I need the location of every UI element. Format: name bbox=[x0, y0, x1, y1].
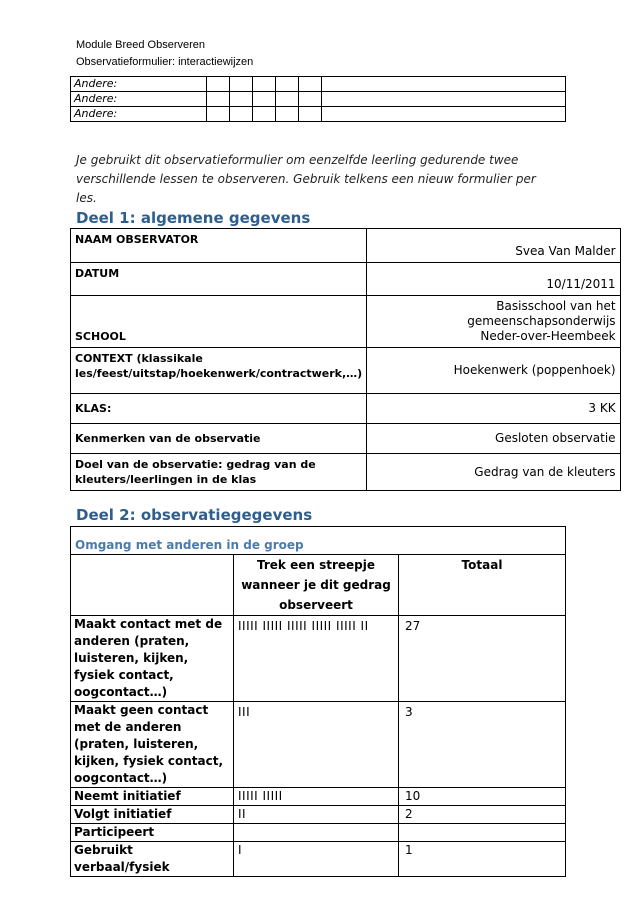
table-row bbox=[71, 92, 566, 107]
behavior-label: Volgt initiatief bbox=[71, 806, 234, 824]
table-row bbox=[71, 107, 566, 122]
header-module: Module Breed Observeren bbox=[76, 39, 206, 51]
table-row bbox=[71, 842, 566, 877]
total-value: 3 bbox=[399, 702, 566, 788]
info-value: Gedrag van de kleuters bbox=[367, 454, 620, 491]
info-value: Hoekenwerk (poppenhoek) bbox=[367, 348, 620, 394]
table-row bbox=[71, 348, 621, 394]
behavior-label: Participeert bbox=[71, 824, 234, 842]
info-key: CONTEXT (klassikale les/feest/uitstap/hoekenwerk/contractwerk,…) bbox=[71, 348, 367, 394]
info-value: 3 KK bbox=[367, 394, 620, 424]
tally-marks bbox=[234, 824, 399, 842]
table-row bbox=[71, 824, 566, 842]
total-value: 2 bbox=[399, 806, 566, 824]
tally-marks: IIIII IIIII IIIII IIIII IIIII II bbox=[234, 616, 399, 702]
info-key: DATUM bbox=[71, 263, 367, 296]
table-row bbox=[71, 229, 621, 263]
info-key: SCHOOL bbox=[71, 296, 367, 348]
table-row bbox=[71, 454, 621, 491]
info-key: KLAS: bbox=[71, 394, 367, 424]
andere-table bbox=[70, 76, 566, 122]
table-row bbox=[71, 702, 566, 788]
observation-table bbox=[70, 526, 566, 877]
total-value bbox=[399, 824, 566, 842]
tally-marks: IIIII IIIII bbox=[234, 788, 399, 806]
general-info-table bbox=[70, 228, 621, 491]
total-value: 1 bbox=[399, 842, 566, 877]
info-value: 10/11/2011 bbox=[367, 263, 620, 296]
table-row bbox=[71, 806, 566, 824]
behavior-label: Neemt initiatief bbox=[71, 788, 234, 806]
section-title: Omgang met anderen in de groep bbox=[71, 527, 566, 555]
table-row bbox=[71, 296, 621, 348]
behavior-label: Maakt geen contact met de anderen (praten, luisteren, kijken, fysiek contact, oogcontact…) bbox=[71, 702, 234, 788]
andere-label: Andere: bbox=[71, 92, 207, 107]
page-header bbox=[76, 37, 253, 71]
table-row bbox=[71, 555, 566, 616]
col-header-tally: Trek een streepje wanneer je dit gedrag observeert bbox=[234, 555, 399, 616]
table-row bbox=[71, 616, 566, 702]
andere-label: Andere: bbox=[71, 107, 207, 122]
behavior-label: Maakt contact met de anderen (praten, luisteren, kijken, fysiek contact, oogcontact…) bbox=[71, 616, 234, 702]
info-value: Svea Van Malder bbox=[367, 229, 620, 263]
info-key: Doel van de observatie: gedrag van de kleuters/leerlingen in de klas bbox=[71, 454, 367, 491]
table-row bbox=[71, 263, 621, 296]
total-value: 27 bbox=[399, 616, 566, 702]
total-value: 10 bbox=[399, 788, 566, 806]
deel1-title: Deel 1: algemene gegevens bbox=[76, 209, 311, 227]
tally-marks: I bbox=[234, 842, 399, 877]
table-row bbox=[71, 77, 566, 92]
table-row bbox=[71, 788, 566, 806]
info-key: NAAM OBSERVATOR bbox=[71, 229, 367, 263]
info-value: Basisschool van het gemeenschapsonderwijs Neder-over-Heembeek bbox=[367, 296, 620, 348]
table-row bbox=[71, 424, 621, 454]
andere-label: Andere: bbox=[71, 77, 207, 92]
deel2-title: Deel 2: observatiegegevens bbox=[76, 506, 313, 524]
col-header-total: Totaal bbox=[399, 555, 566, 616]
tally-marks: III bbox=[234, 702, 399, 788]
info-key: Kenmerken van de observatie bbox=[71, 424, 367, 454]
header-form-title: Observatieformulier: interactiewijzen bbox=[76, 56, 254, 68]
table-row bbox=[71, 394, 621, 424]
behavior-label: Gebruikt verbaal/fysiek bbox=[71, 842, 234, 877]
intro-text: Je gebruikt dit observatieformulier om eenzelfde leerling gedurende twee verschillende lessen te observeren. Gebruik telkens een nieuw formulier per les. bbox=[76, 153, 536, 205]
table-row bbox=[71, 527, 566, 555]
tally-marks: II bbox=[234, 806, 399, 824]
info-value: Gesloten observatie bbox=[367, 424, 620, 454]
